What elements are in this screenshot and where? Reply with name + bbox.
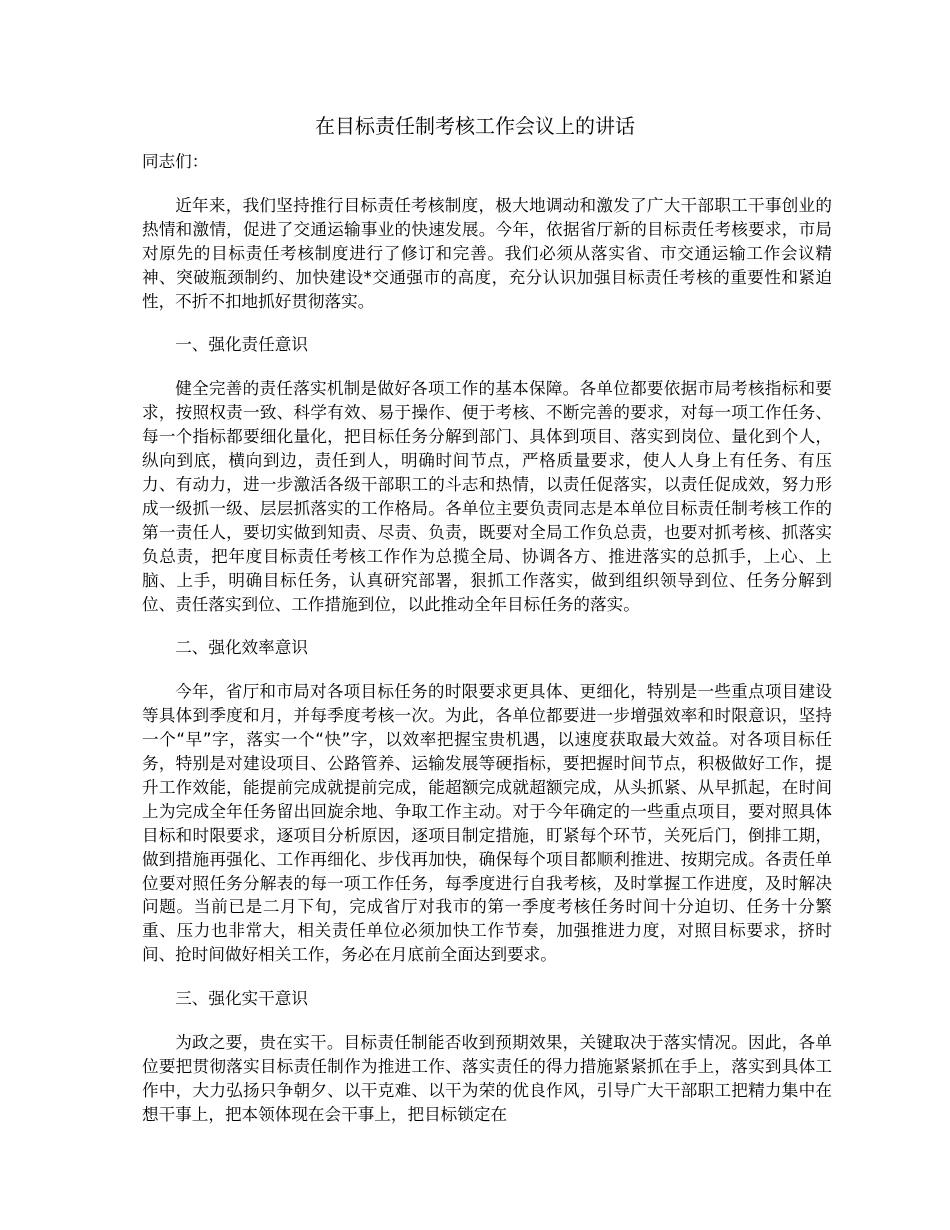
document-title: 在目标责任制考核工作会议上的讲话 (315, 114, 635, 138)
section-heading-practical-work: 三、强化实干意识 (175, 989, 308, 1009)
section-body-practical-work: 为政之要，贵在实干。目标责任制能否收到预期效果，关键取决于落实情况。因此，各单位要把贯彻落实目标责任制作为推进工作、落实责任的得力措施紧紧抓在手上，落实到具体工作中，大力弘扬只争朝夕、以干克难、以干为荣的优良作风，引导广大干部职工把精力集中在想干事上，把本领体现在会干事上，把目标锁定在 (142, 1033, 832, 1124)
section-body-efficiency: 今年，省厅和市局对各项目标任务的时限要求更具体、更细化，特别是一些重点项目建设等具体到季度和月，并每季度考核一次。为此，各单位都要进一步增强效率和时限意识，坚持一个“早”字，落实一个“快”字，以效率把握宝贵机遇，以速度获取最大效益。对各项目标任务，特别是对建设项目、公路管养、运输发展等硬指标，要把握时间节点，积极做好工作，提升工作效能，能提前完成就提前完成，能超额完成就超额完成，从头抓紧、从早抓起，在时间上为完成全年任务留出回旋余地、争取工作主动。对于今年确定的一些重点项目，要对照具体目标和时限要求，逐项目分析原因，逐项目制定措施，盯紧每个环节，关死后门，倒排工期，做到措施再强化、工作再细化、步伐再加快，确保每个项目都顺利推进、按期完成。各责任单位要对照任务分解表的每一项工作任务，每季度进行自我考核，及时掌握工作进度，及时解决问题。当前已是二月下旬，完成省厅对我市的第一季度考核任务时间十分迫切、任务十分繁重、压力也非常大，相关责任单位必须加快工作节奏，加强推进力度，对照目标要求，挤时间、抢时间做好相关工作，务必在月底前全面达到要求。 (142, 682, 832, 965)
section-heading-responsibility: 一、强化责任意识 (175, 335, 308, 355)
intro-paragraph: 近年来，我们坚持推行目标责任考核制度，极大地调动和激发了广大干部职工干事创业的热情和激情，促进了交通运输事业的快速发展。今年，依据省厅新的目标责任考核要求，市局对原先的目标责任考核制度进行了修订和完善。我们必须从落实省、市交通运输工作会议精神、突破瓶颈制约、加快建设*交通强市的高度，充分认识加强目标责任考核的重要性和紧迫性，不折不扣地抓好贯彻落实。 (142, 195, 832, 311)
document-body (142, 150, 832, 1147)
section-body-responsibility: 健全完善的责任落实机制是做好各项工作的基本保障。各单位都要依据市局考核指标和要求，按照权责一致、科学有效、易于操作、便于考核、不断完善的要求，对每一项工作任务、每一个指标都要细化量化，把目标任务分解到部门、具体到项目、落实到岗位、量化到个人，纵向到底，横向到边，责任到人，明确时间节点，严格质量要求，使人人身上有任务、有压力、有动力，进一步激活各级干部职工的斗志和热情，以责任促落实，以责任促成效，努力形成一级抓一级、层层抓落实的工作格局。各单位主要负责同志是本单位目标责任制考核工作的第一责任人，要切实做到知责、尽责、负责，既要对全局工作负总责，也要对抓考核、抓落实负总责，把年度目标责任考核工作作为总揽全局、协调各方、推进落实的总抓手，上心、上脑、上手，明确目标任务，认真研究部署，狠抓工作落实，做到组织领导到位、任务分解到位、责任落实到位、工作措施到位，以此推动全年目标任务的落实。 (142, 379, 832, 614)
section-heading-efficiency: 二、强化效率意识 (175, 638, 308, 658)
salutation: 同志们： (142, 152, 209, 171)
